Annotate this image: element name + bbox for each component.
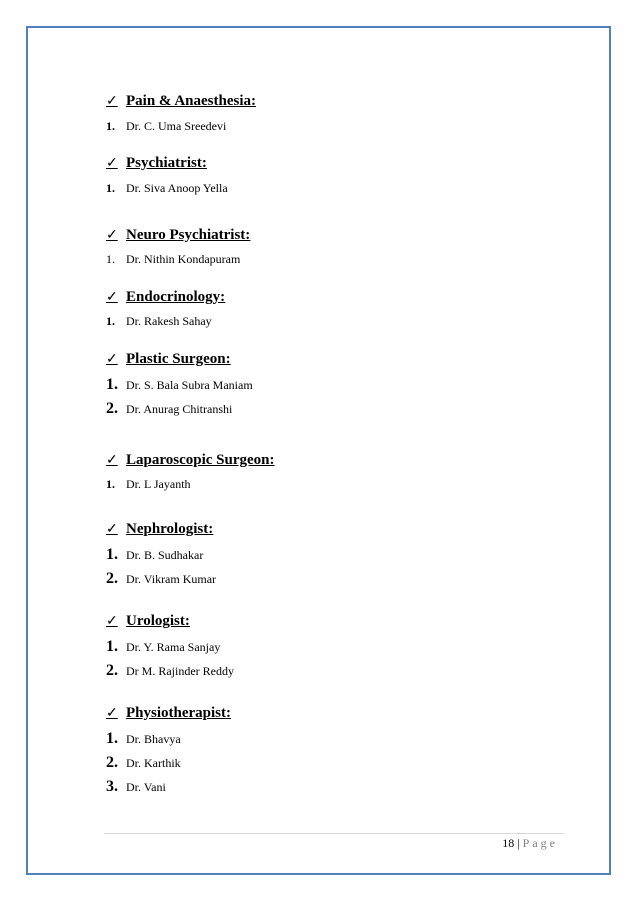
check-icon: ✓ bbox=[106, 613, 118, 629]
doctor-name: Dr. Rakesh Sahay bbox=[126, 313, 212, 328]
doctor-name: Dr. Vani bbox=[126, 779, 166, 794]
list-number: 2. bbox=[106, 662, 118, 679]
list-item bbox=[106, 753, 181, 773]
list-number: 1. bbox=[106, 476, 115, 491]
list-number: 1. bbox=[106, 313, 115, 328]
check-icon: ✓ bbox=[106, 289, 118, 305]
check-icon: ✓ bbox=[106, 93, 118, 109]
section-title-psychiatrist: ✓ Psychiatrist: bbox=[106, 154, 207, 171]
list-item bbox=[106, 569, 216, 589]
section-title-endocrinology: ✓ Endocrinology: bbox=[106, 288, 226, 305]
list-item bbox=[106, 729, 181, 749]
section-title-pain-anaesthesia: ✓ Pain & Anaesthesia: bbox=[106, 92, 257, 109]
list-number: 1. bbox=[106, 118, 115, 133]
check-icon: ✓ bbox=[106, 351, 118, 367]
doctor-name: Dr. Karthik bbox=[126, 755, 181, 770]
list-number: 1. bbox=[106, 251, 115, 266]
list-item bbox=[106, 545, 203, 565]
check-icon: ✓ bbox=[106, 227, 118, 243]
page-number: 18 bbox=[502, 836, 515, 850]
list-number: 2. bbox=[106, 754, 118, 771]
section-title-nephrologist: ✓ Nephrologist: bbox=[106, 520, 214, 537]
list-item bbox=[106, 777, 166, 797]
section-title-plastic-surgeon: ✓ Plastic Surgeon: bbox=[106, 350, 231, 367]
doctor-name: Dr. Anurag Chitranshi bbox=[126, 401, 233, 416]
footer-divider bbox=[104, 833, 564, 834]
list-number: 2. bbox=[106, 570, 118, 587]
list-item bbox=[106, 375, 253, 395]
doctor-name: Dr. C. Uma Sreedevi bbox=[126, 118, 227, 133]
check-icon: ✓ bbox=[106, 521, 118, 537]
list-number: 1. bbox=[106, 376, 118, 393]
doctor-name: Dr. S. Bala Subra Maniam bbox=[126, 377, 253, 392]
check-icon: ✓ bbox=[106, 705, 118, 721]
doctor-name: Dr. Bhavya bbox=[126, 731, 181, 746]
list-item bbox=[106, 311, 212, 331]
list-item bbox=[106, 661, 234, 681]
list-number: 2. bbox=[106, 400, 118, 417]
doctor-name: Dr. Y. Rama Sanjay bbox=[126, 639, 221, 654]
check-icon: ✓ bbox=[106, 155, 118, 171]
doctor-name: Dr. Vikram Kumar bbox=[126, 571, 217, 586]
doctor-name: Dr. L Jayanth bbox=[126, 476, 191, 491]
section-title-urologist: ✓ Urologist: bbox=[106, 612, 190, 629]
doctor-name: Dr. B. Sudhakar bbox=[126, 547, 204, 562]
list-item bbox=[106, 399, 232, 419]
list-number: 1. bbox=[106, 546, 118, 563]
list-item bbox=[106, 178, 228, 198]
footer-separator: | bbox=[517, 836, 520, 850]
page-word: Page bbox=[522, 836, 558, 850]
section-title-laparoscopic-surgeon: ✓ Laparoscopic Surgeon: bbox=[106, 451, 275, 468]
list-number: 3. bbox=[106, 778, 118, 795]
list-number: 1. bbox=[106, 730, 118, 747]
list-number: 1. bbox=[106, 638, 118, 655]
list-item bbox=[106, 637, 220, 657]
list-item bbox=[106, 116, 226, 136]
list-item bbox=[106, 474, 191, 494]
page-footer bbox=[502, 836, 558, 851]
section-title-physiotherapist: ✓ Physiotherapist: bbox=[106, 704, 231, 721]
doctor-name: Dr. Nithin Kondapuram bbox=[126, 251, 241, 266]
list-item bbox=[106, 249, 240, 269]
doctor-name: Dr M. Rajinder Reddy bbox=[126, 663, 234, 678]
list-number: 1. bbox=[106, 180, 115, 195]
check-icon: ✓ bbox=[106, 452, 118, 468]
section-title-neuro-psychiatrist: ✓ Neuro Psychiatrist: bbox=[106, 226, 251, 243]
doctor-name: Dr. Siva Anoop Yella bbox=[126, 180, 228, 195]
